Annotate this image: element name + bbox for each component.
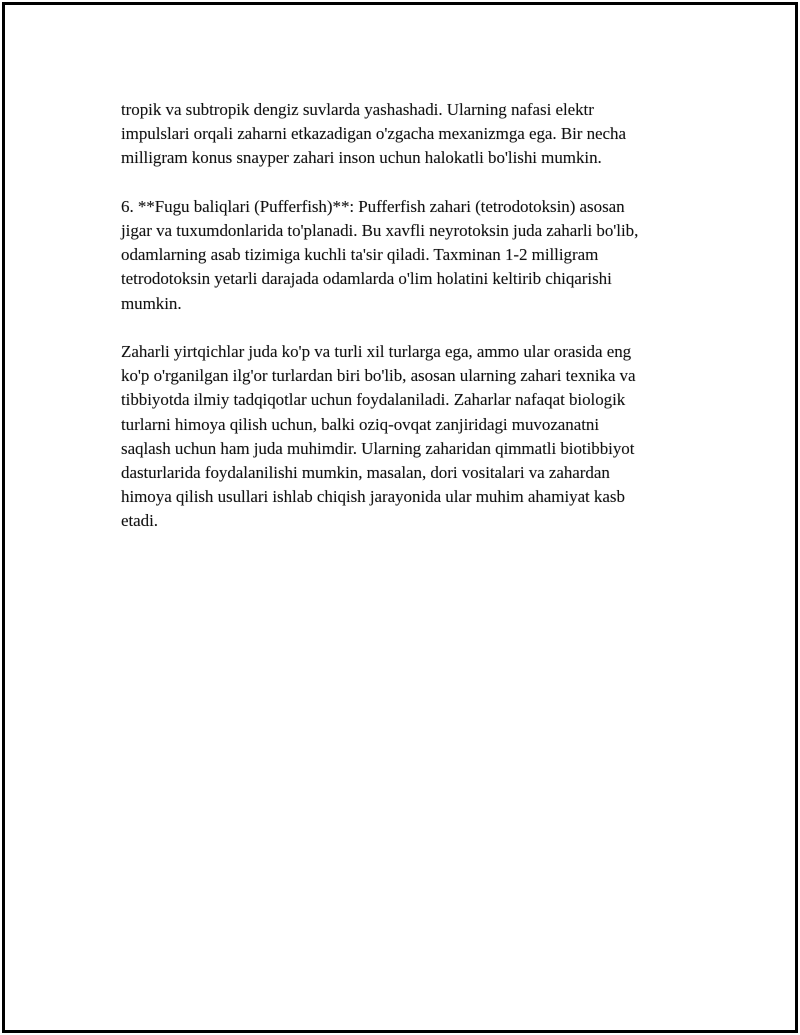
text-line: etadi. xyxy=(121,511,158,531)
text-line: saqlash uchun ham juda muhimdir. Ularning zaharidan qimmatli biotibbiyot xyxy=(121,438,635,458)
text-line: odamlarning asab tizimiga kuchli ta'sir qiladi. Taxminan 1-2 milligram xyxy=(121,245,599,265)
text-line: Zaharli yirtqichlar juda ko'p va turli xil turlarga ega, ammo ular orasida eng xyxy=(121,342,632,361)
paragraph-conclusion xyxy=(121,340,701,534)
text-line: milligram konus snayper zahari inson uchun halokatli bo'lishi mumkin. xyxy=(121,148,602,168)
text-line: ko'p o'rganilgan ilg'or turlardan biri bo'lib, asosan ularning zahari texnika va xyxy=(121,366,636,386)
text-line: jigar va tuxumdonlarida to'planadi. Bu xavfli neyrotoksin juda zaharli bo'lib, xyxy=(121,221,639,240)
text-line: impulslari orqali zaharni etkazadigan o'zgacha mexanizmga ega. Bir necha xyxy=(121,124,626,144)
text-line: tibbiyotda ilmiy tadqiqotlar uchun foydalaniladi. Zaharlar nafaqat biologik xyxy=(121,390,626,410)
text-line: tetrodotoksin yetarli darajada odamlarda o'lim holatini keltirib chiqarishi xyxy=(121,269,612,289)
text-line: mumkin. xyxy=(121,293,182,313)
text-line: himoya qilish usullari ishlab chiqish jarayonida ular muhim ahamiyat kasb xyxy=(121,487,625,507)
text-line: dasturlarida foydalanilishi mumkin, masalan, dori vositalari va zahardan xyxy=(121,463,610,483)
text-line: turlarni himoya qilish uchun, balki oziq-ovqat zanjiridagi muvozanatni xyxy=(121,414,600,434)
paragraph-cone-snail xyxy=(121,98,701,171)
text-line: tropik va subtropik dengiz suvlarda yashashadi. Ularning nafasi elektr xyxy=(121,100,594,119)
text-line: 6. **Fugu baliqlari (Pufferfish)**: Pufferfish zahari (tetrodotoksin) asosan xyxy=(121,196,625,216)
page-frame xyxy=(2,2,798,1033)
paragraph-pufferfish xyxy=(121,195,701,316)
document-body xyxy=(121,98,701,558)
